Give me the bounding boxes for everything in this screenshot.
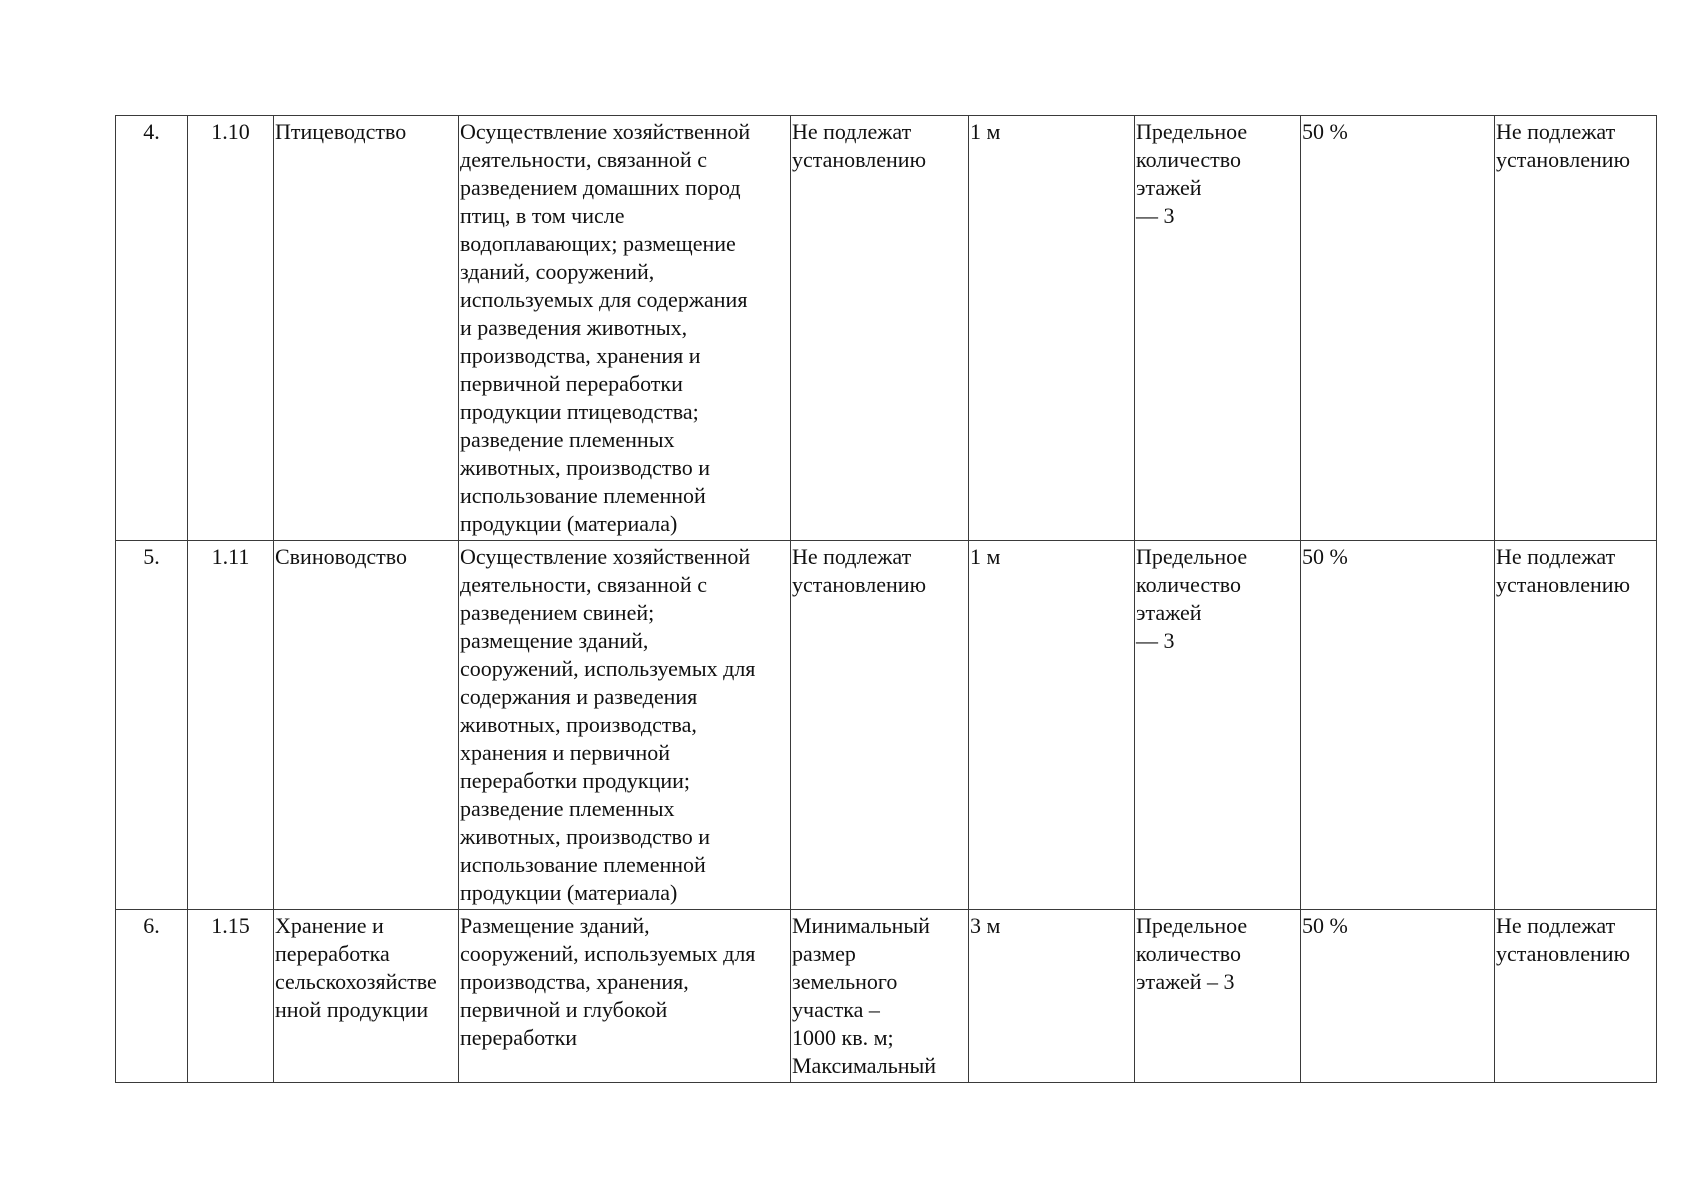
table-row [116, 910, 1657, 1083]
plot-size-cell: Не подлежат установлению [791, 541, 969, 910]
coverage-cell: 50 % [1301, 116, 1495, 541]
use-code-cell: 1.11 [188, 541, 274, 910]
row-number-cell: 6. [116, 910, 188, 1083]
use-name-cell: Хранение и переработка сельскохозяйстве нной продукции [274, 910, 459, 1083]
setback-cell: 3 м [969, 910, 1135, 1083]
plot-size-cell: Не подлежат установлению [791, 116, 969, 541]
table-row [116, 116, 1657, 541]
row-number-cell: 5. [116, 541, 188, 910]
floors-cell: Предельное количество этажей — 3 [1135, 541, 1301, 910]
use-description-cell: Осуществление хозяйственной деятельности, связанной с разведением домашних пород птиц, в том числе водоплавающих; размещение зданий, сооружений, используемых для содержания и разведения животных, производства, хранения и первичной переработки продукции птицеводства; разведение племенных животных, производство и использование племенной продукции (материала) [459, 116, 791, 541]
other-params-cell: Не подлежат установлению [1495, 910, 1657, 1083]
use-code-cell: 1.15 [188, 910, 274, 1083]
use-code-cell: 1.10 [188, 116, 274, 541]
other-params-cell: Не подлежат установлению [1495, 541, 1657, 910]
use-name-cell: Птицеводство [274, 116, 459, 541]
regulations-table [115, 115, 1657, 1083]
row-number-cell: 4. [116, 116, 188, 541]
table-row [116, 541, 1657, 910]
use-description-cell: Осуществление хозяйственной деятельности, связанной с разведением свиней; размещение зданий, сооружений, используемых для содержания и разведения животных, производства, хранения и первичной переработки продукции; разведение племенных животных, производство и использование племенной продукции (материала) [459, 541, 791, 910]
floors-cell: Предельное количество этажей — 3 [1135, 116, 1301, 541]
floors-cell: Предельное количество этажей – 3 [1135, 910, 1301, 1083]
use-name-cell: Свиноводство [274, 541, 459, 910]
setback-cell: 1 м [969, 541, 1135, 910]
other-params-cell: Не подлежат установлению [1495, 116, 1657, 541]
coverage-cell: 50 % [1301, 541, 1495, 910]
coverage-cell: 50 % [1301, 910, 1495, 1083]
use-description-cell: Размещение зданий, сооружений, используемых для производства, хранения, первичной и глубокой переработки [459, 910, 791, 1083]
setback-cell: 1 м [969, 116, 1135, 541]
plot-size-cell: Минимальный размер земельного участка – 1000 кв. м; Максимальный [791, 910, 969, 1083]
